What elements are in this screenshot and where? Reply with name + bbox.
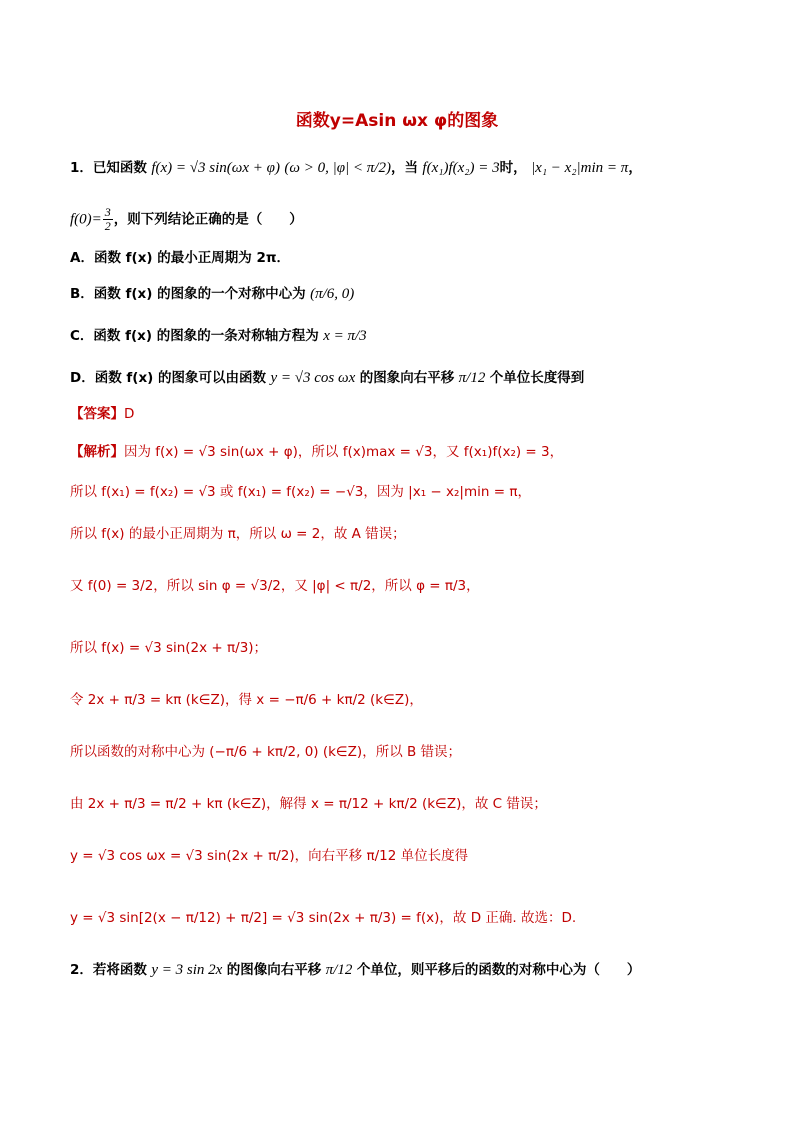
answer xyxy=(70,404,724,424)
q1-f0-value: $\frac{3}{2}$ xyxy=(104,205,111,233)
analysis-line-4: 又 f(0) = 3/2，所以 sin φ = √3/2，又 |φ| < π/2，所以 φ = π/3， xyxy=(70,578,480,594)
q2-number: 2． xyxy=(70,962,93,978)
q2-shift: π/12 xyxy=(325,962,353,978)
analysis-line-2: 所以 f(x₁) = f(x₂) = √3 或 f(x₁) = f(x₂) = −√3，因为 |x₁ − x₂|min = π， xyxy=(70,484,531,500)
q1-option-a: A．函数 f(x) 的最小正周期为 2π． xyxy=(70,250,291,266)
page-title: 函数y=Asin ωx φ的图象 xyxy=(295,111,499,131)
q1-intro: 已知函数 xyxy=(92,160,147,176)
q1-option-b-point: (π/6, 0) xyxy=(310,286,355,302)
q1-number: 1． xyxy=(70,160,93,176)
analysis-line-10: y = √3 sin[2(x − π/12) + π/2] = √3 sin(2x + π/3) = f(x)，故 D 正确. 故选：D. xyxy=(70,910,577,926)
q1-condition: (ω > 0, |φ| < π/2) xyxy=(284,160,391,176)
q1-product: f(x₁)f(x₂) = 3 xyxy=(422,160,500,176)
q2-function: y = 3 sin 2x xyxy=(151,962,223,978)
q1-option-c-equation: x = π/3 xyxy=(323,328,367,344)
q2-stem: 2．若将函数 y = 3 sin 2x 的图像向右平移 π/12 个单位，则平移后的函数的对称中心为（ ） xyxy=(70,962,641,978)
analysis-line-1: 【解析】因为 f(x) = √3 sin(ωx + φ)，所以 f(x)max = √3，又 f(x₁)f(x₂) = 3， xyxy=(70,444,564,460)
analysis-line-5: 所以 f(x) = √3 sin(2x + π/3)； xyxy=(70,640,268,656)
analysis-label: 【解析】 xyxy=(70,444,124,460)
q1-min-distance: |x₁ − x₂|min = π xyxy=(531,160,629,176)
q1-ask: ，则下列结论正确的是（ ） xyxy=(113,211,303,228)
analysis-line-9: y = √3 cos ωx = √3 sin(2x + π/2)，向右平移 π/12 单位长度得 xyxy=(70,848,469,864)
analysis-line-8: 由 2x + π/3 = π/2 + kπ (k∈Z)，解得 x = π/12 + kπ/2 (k∈Z)，故 C 错误； xyxy=(70,796,547,812)
analysis-line-3: 所以 f(x) 的最小正周期为 π，所以 ω = 2，故 A 错误； xyxy=(70,526,406,542)
q1-option-d: D．函数 f(x) 的图象可以由函数 y = √3 cos ωx 的图象向右平移 π/12 个单位长度得到 xyxy=(70,370,585,386)
q1-option-c: C．函数 f(x) 的图象的一条对称轴方程为 x = π/3 xyxy=(70,328,367,344)
answer-value: D xyxy=(124,406,135,422)
q1-stem-line2 xyxy=(70,206,724,233)
analysis-line-6: 令 2x + π/3 = kπ (k∈Z)，得 x = −π/6 + kπ/2 (k∈Z)， xyxy=(70,692,423,708)
analysis-line-7: 所以函数的对称中心为 (−π/6 + kπ/2, 0) (k∈Z)，所以 B 错误； xyxy=(70,744,462,760)
q1-f0: f(0)= xyxy=(70,211,102,228)
q1-stem: 1．已知函数 f(x) = √3 sin(ωx + φ) (ω > 0, |φ| < π/2)，当 f(x₁)f(x₂) = 3时， |x₁ − x₂|min = π， xyxy=(70,160,642,176)
q1-function: f(x) = √3 sin(ωx + φ) xyxy=(151,160,280,176)
answer-label: 【答案】 xyxy=(70,406,124,422)
q1-option-b: B．函数 f(x) 的图象的一个对称中心为 (π/6, 0) xyxy=(70,286,355,302)
